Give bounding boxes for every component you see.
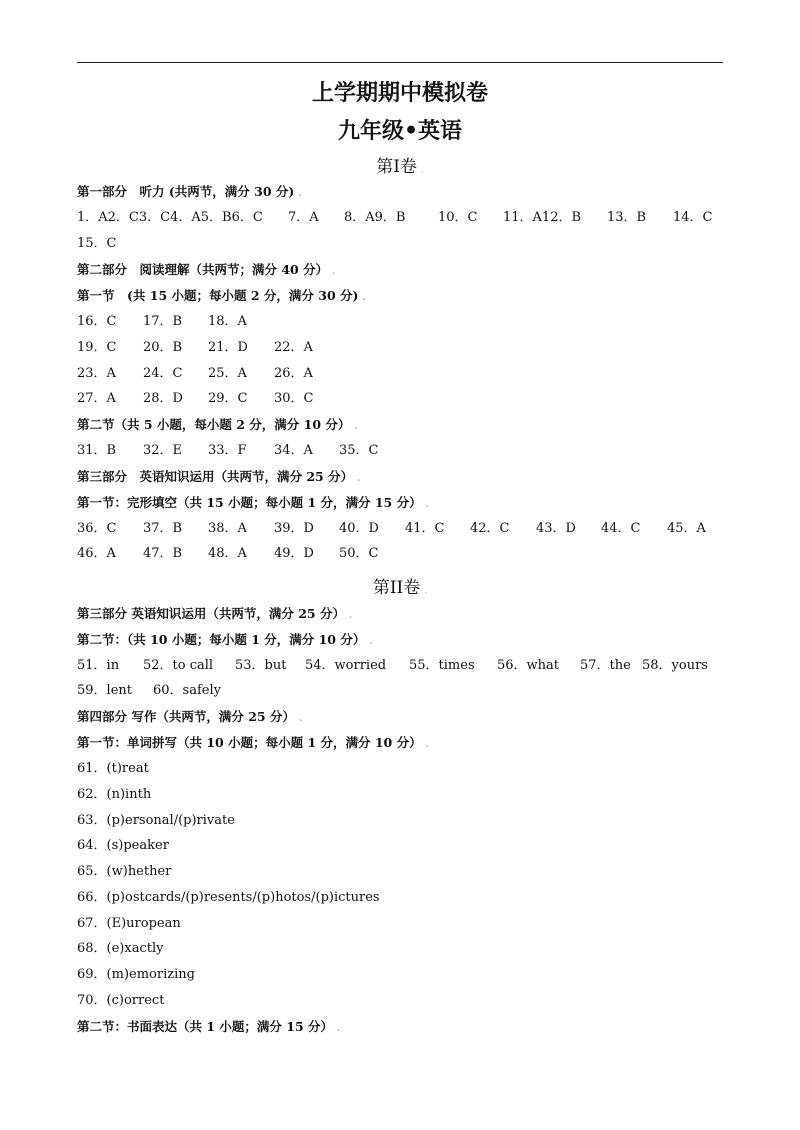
page-subtitle: 九年级•英语 bbox=[337, 118, 463, 144]
section-2-part-1-heading: 第一节 (共 15 小题；每小题 2 分，满分 30 分) . bbox=[77, 288, 366, 303]
answer-item: 16．C bbox=[77, 314, 117, 329]
answer-item: 23．A bbox=[77, 366, 116, 381]
section-4-heading: 第四部分 写作（共两节，满分 25 分） . bbox=[77, 709, 303, 724]
answer-item: 57．the bbox=[580, 658, 631, 673]
page-title: 上学期期中模拟卷 bbox=[311, 80, 488, 106]
answer-row bbox=[77, 658, 723, 674]
answer-item: 26．A bbox=[274, 366, 313, 381]
answer-item: 33．F bbox=[208, 443, 247, 458]
answer-row bbox=[77, 683, 723, 699]
answer-item: 21．D bbox=[208, 340, 248, 355]
answer-item: 19．C bbox=[77, 340, 117, 355]
answer-item: 24．C bbox=[143, 366, 183, 381]
spelling-answer: 62．(n)inth bbox=[77, 787, 152, 802]
answer-row bbox=[77, 236, 723, 252]
answer-row bbox=[77, 391, 723, 407]
section-3b-part-2-heading: 第二节：（共 10 小题；每小题 1 分，满分 10 分） . bbox=[77, 632, 373, 647]
spelling-answer: 61．(t)reat bbox=[77, 761, 149, 776]
answer-row bbox=[77, 314, 723, 330]
answer-item: 58．yours bbox=[642, 658, 708, 673]
answer-item: 49．D bbox=[274, 546, 314, 561]
answer-item: 17．B bbox=[143, 314, 183, 329]
answer-item: 47．B bbox=[143, 546, 183, 561]
answer-item: 32．E bbox=[143, 443, 183, 458]
section-1-heading: 第一部分 听力 (共两节，满分 30 分) . bbox=[77, 184, 302, 199]
answer-item: 45．A bbox=[667, 521, 706, 536]
answer-item: 25．A bbox=[208, 366, 247, 381]
answer-item: 34．A bbox=[274, 443, 313, 458]
spelling-answer: 65．(w)hether bbox=[77, 864, 172, 879]
answer-item: 44．C bbox=[601, 521, 641, 536]
answer-item: 53．but bbox=[235, 658, 287, 673]
section-2-part-2-heading: 第二节（共 5 小题，每小题 2 分，满分 10 分） . bbox=[77, 417, 358, 432]
top-rule bbox=[77, 62, 723, 63]
spelling-answer: 68．(e)xactly bbox=[77, 941, 164, 956]
answer-item: 52．to call bbox=[143, 658, 214, 673]
answer-item: 31．B bbox=[77, 443, 117, 458]
spelling-answer: 69．(m)emorizing bbox=[77, 967, 195, 982]
section-3b-heading: 第三部分 英语知识运用（共两节，满分 25 分） . bbox=[77, 606, 353, 621]
answer-item: 7．A bbox=[288, 210, 319, 225]
answer-item: 37．B bbox=[143, 521, 183, 536]
answer-item: 40．D bbox=[339, 521, 379, 536]
answer-item: 55．times bbox=[409, 658, 475, 673]
answer-item: 18．A bbox=[208, 314, 247, 329]
answer-item: 42．C bbox=[470, 521, 510, 536]
answer-item: 35．C bbox=[339, 443, 379, 458]
answer-item: 41．C bbox=[405, 521, 445, 536]
answer-item: 20．B bbox=[143, 340, 183, 355]
answer-item: 51．in bbox=[77, 658, 120, 673]
answer-item: 15．C bbox=[77, 236, 117, 251]
spelling-answer: 70．(c)orrect bbox=[77, 993, 165, 1008]
answer-item: 60．safely bbox=[153, 683, 221, 698]
answer-item: 39．D bbox=[274, 521, 314, 536]
section-4-part-1-heading: 第一节：单词拼写（共 10 小题；每小题 1 分，满分 10 分） . bbox=[77, 735, 429, 750]
answer-item: 36．C bbox=[77, 521, 117, 536]
spelling-answer: 67．(E)uropean bbox=[77, 916, 181, 931]
answer-item: 56．what bbox=[497, 658, 560, 673]
answer-row bbox=[77, 546, 723, 562]
answer-item: 28．D bbox=[143, 391, 183, 406]
section-4-part-2-heading: 第二节：书面表达（共 1 小题；满分 15 分） . bbox=[77, 1019, 341, 1034]
answer-item: 46．A bbox=[77, 546, 116, 561]
answer-item: 27．A bbox=[77, 391, 116, 406]
answer-item: 38．A bbox=[208, 521, 247, 536]
spelling-answer: 66．(p)ostcards/(p)resents/(p)hotos/(p)ictures bbox=[77, 890, 380, 905]
answer-item: 59．lent bbox=[77, 683, 132, 698]
volume-1-label: 第I卷 . bbox=[376, 157, 424, 177]
section-2-heading: 第二部分 阅读理解（共两节；满分 40 分） . bbox=[77, 262, 336, 277]
answer-item: 22．A bbox=[274, 340, 313, 355]
answer-row bbox=[77, 340, 723, 356]
answer-row bbox=[77, 443, 723, 459]
section-3-heading: 第三部分 英语知识运用（共两节，满分 25 分） . bbox=[77, 469, 361, 484]
volume-2-label: 第II卷 . bbox=[372, 578, 428, 598]
answer-item: 10．C bbox=[438, 210, 478, 225]
answer-row bbox=[77, 210, 723, 226]
answer-item: 30．C bbox=[274, 391, 314, 406]
answer-item: 8．A9．B bbox=[344, 210, 406, 225]
answer-row bbox=[77, 366, 723, 382]
answer-item: 48．A bbox=[208, 546, 247, 561]
answer-item: 11．A12．B bbox=[503, 210, 582, 225]
answer-item: 1．A2．C3．C4．A5．B6．C bbox=[77, 210, 263, 225]
answer-item: 13．B bbox=[607, 210, 647, 225]
answer-item: 54．worried bbox=[305, 658, 387, 673]
answer-item: 14．C bbox=[673, 210, 713, 225]
answer-item: 29．C bbox=[208, 391, 248, 406]
answer-item: 43．D bbox=[536, 521, 576, 536]
answer-row bbox=[77, 521, 723, 537]
spelling-answer: 63．(p)ersonal/(p)rivate bbox=[77, 813, 235, 828]
spelling-answer: 64．(s)peaker bbox=[77, 838, 169, 853]
answer-item: 50．C bbox=[339, 546, 379, 561]
section-3-part-1-heading: 第一节：完形填空（共 15 小题；每小题 1 分，满分 15 分） . bbox=[77, 495, 429, 510]
